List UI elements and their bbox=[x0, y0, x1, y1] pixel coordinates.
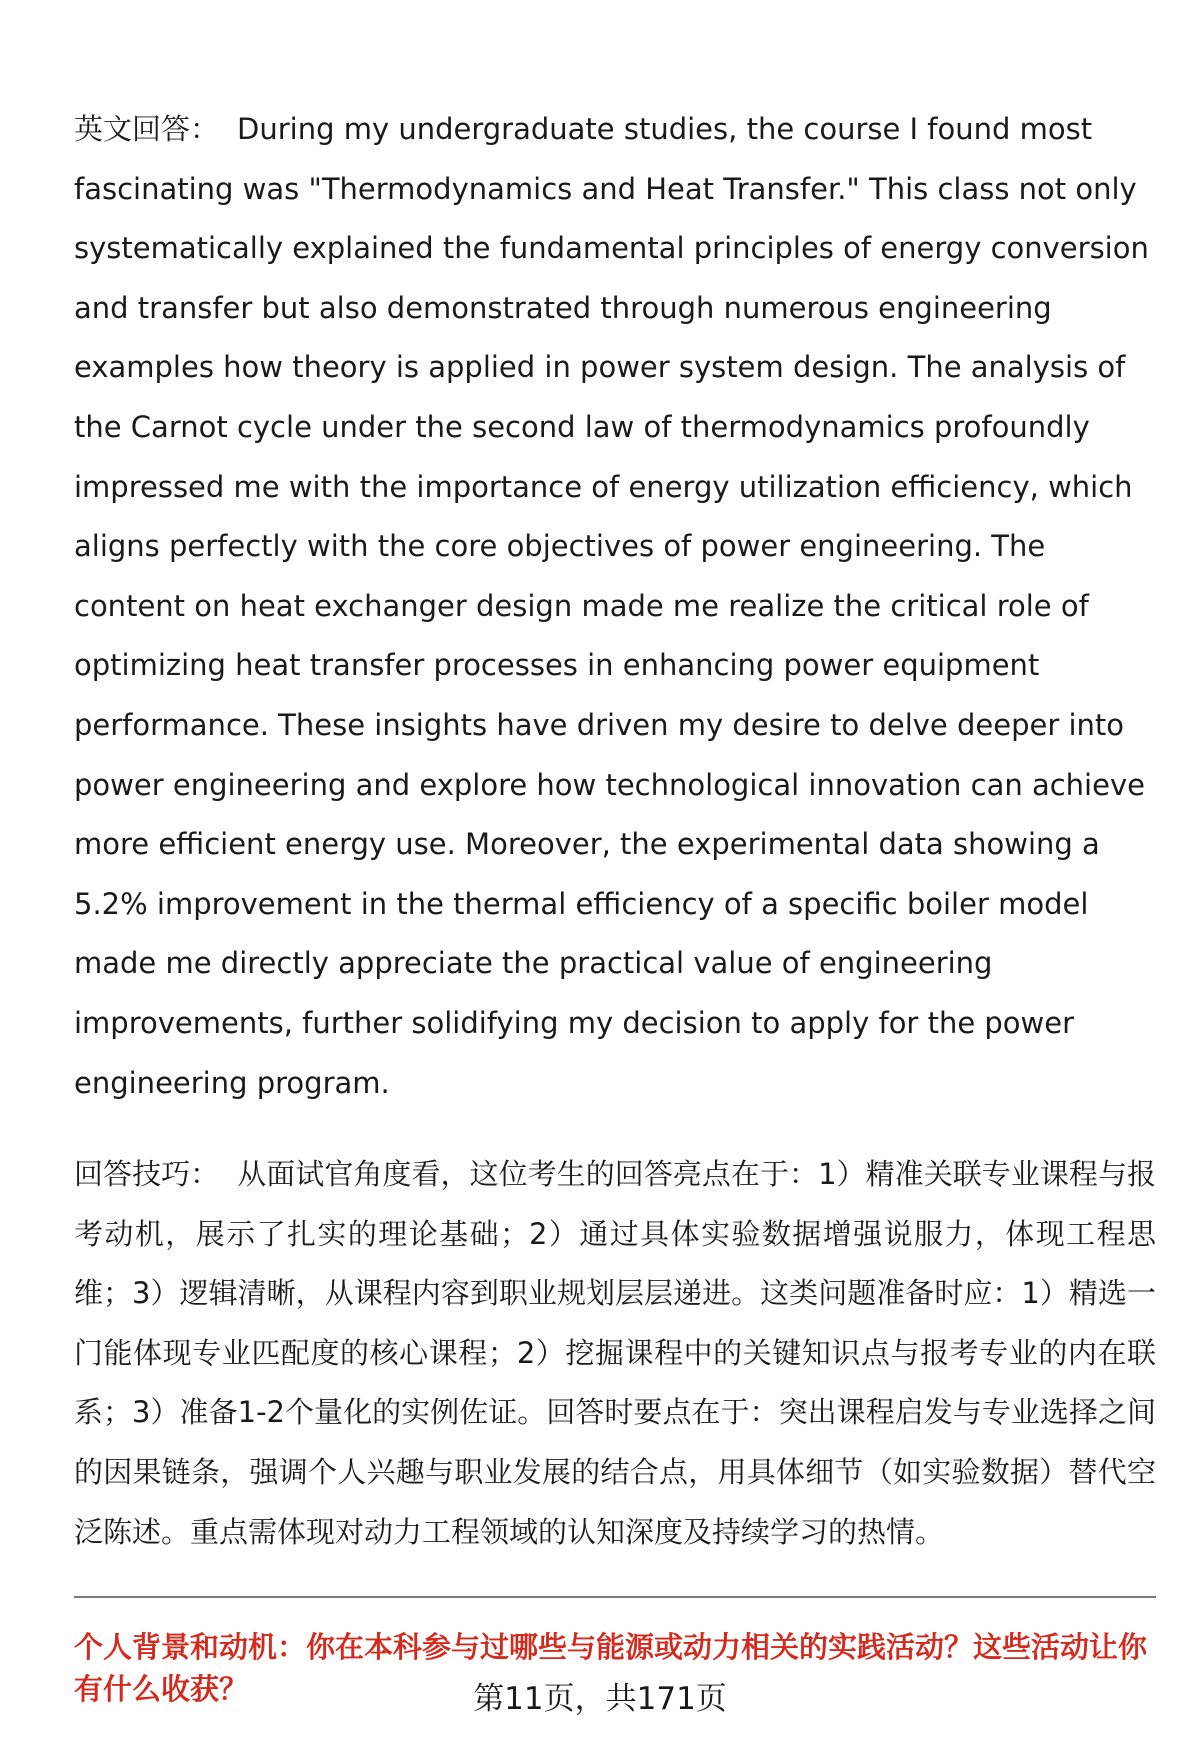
answer-tips-text: 从面试官角度看，这位考生的回答亮点在于：1）精准关联专业课程与报考动机，展示了扎实的理论基础；2）通过具体实验数据增强说服力，体现工程思维；3）逻辑清晰，从课程内容到职业规划层层递进。这类问题准备时应：1）精选一门能体现专业匹配度的核心课程；2）挖掘课程中的关键知识点与报考专业的内在联系；3）准备1-2个量化的实例佐证。回答时要点在于：突出课程启发与专业选择之间的因果链条，强调个人兴趣与职业发展的结合点，用具体细节（如实验数据）替代空泛陈述。重点需体现对动力工程领域的认知深度及持续学习的热情。 bbox=[74, 1157, 1156, 1549]
document-page bbox=[74, 100, 1156, 1710]
page-number: 第11页，共171页 bbox=[473, 1681, 727, 1717]
answer-tips bbox=[74, 1145, 1156, 1562]
answer-tips-label: 回答技巧： bbox=[74, 1157, 220, 1192]
english-answer-text: During my undergraduate studies, the course I found most fascinating was "Thermodynamics and Heat Transfer." This class not only systematically explained the fundamental principles of energy conversion and transfer but also demonstrated through numerous engineering examples how theory is applied in power system design. The analysis of the Carnot cycle under the second law of thermodynamics profoundly impressed me with the importance of energy utilization efficiency, which aligns perfectly with the core objectives of power engineering. The content on heat exchanger design made me realize the critical role of optimizing heat transfer processes in enhancing power equipment performance. These insights have driven my desire to delve deeper into power engineering and explore how technological innovation can achieve more efficient energy use. Moreover, the experimental data showing a 5.2% improvement in the thermal efficiency of a specific boiler model made me directly appreciate the practical value of engineering improvements, further solidifying my decision to apply for the power engineering program. bbox=[74, 112, 1149, 1100]
next-question-heading: 个人背景和动机：你在本科参与过哪些与能源或动力相关的实践活动？这些活动让你有什么收获？ bbox=[74, 1630, 1148, 1707]
english-answer-label: 英文回答： bbox=[74, 112, 220, 146]
section-divider bbox=[74, 1596, 1156, 1598]
english-answer bbox=[74, 100, 1156, 1113]
